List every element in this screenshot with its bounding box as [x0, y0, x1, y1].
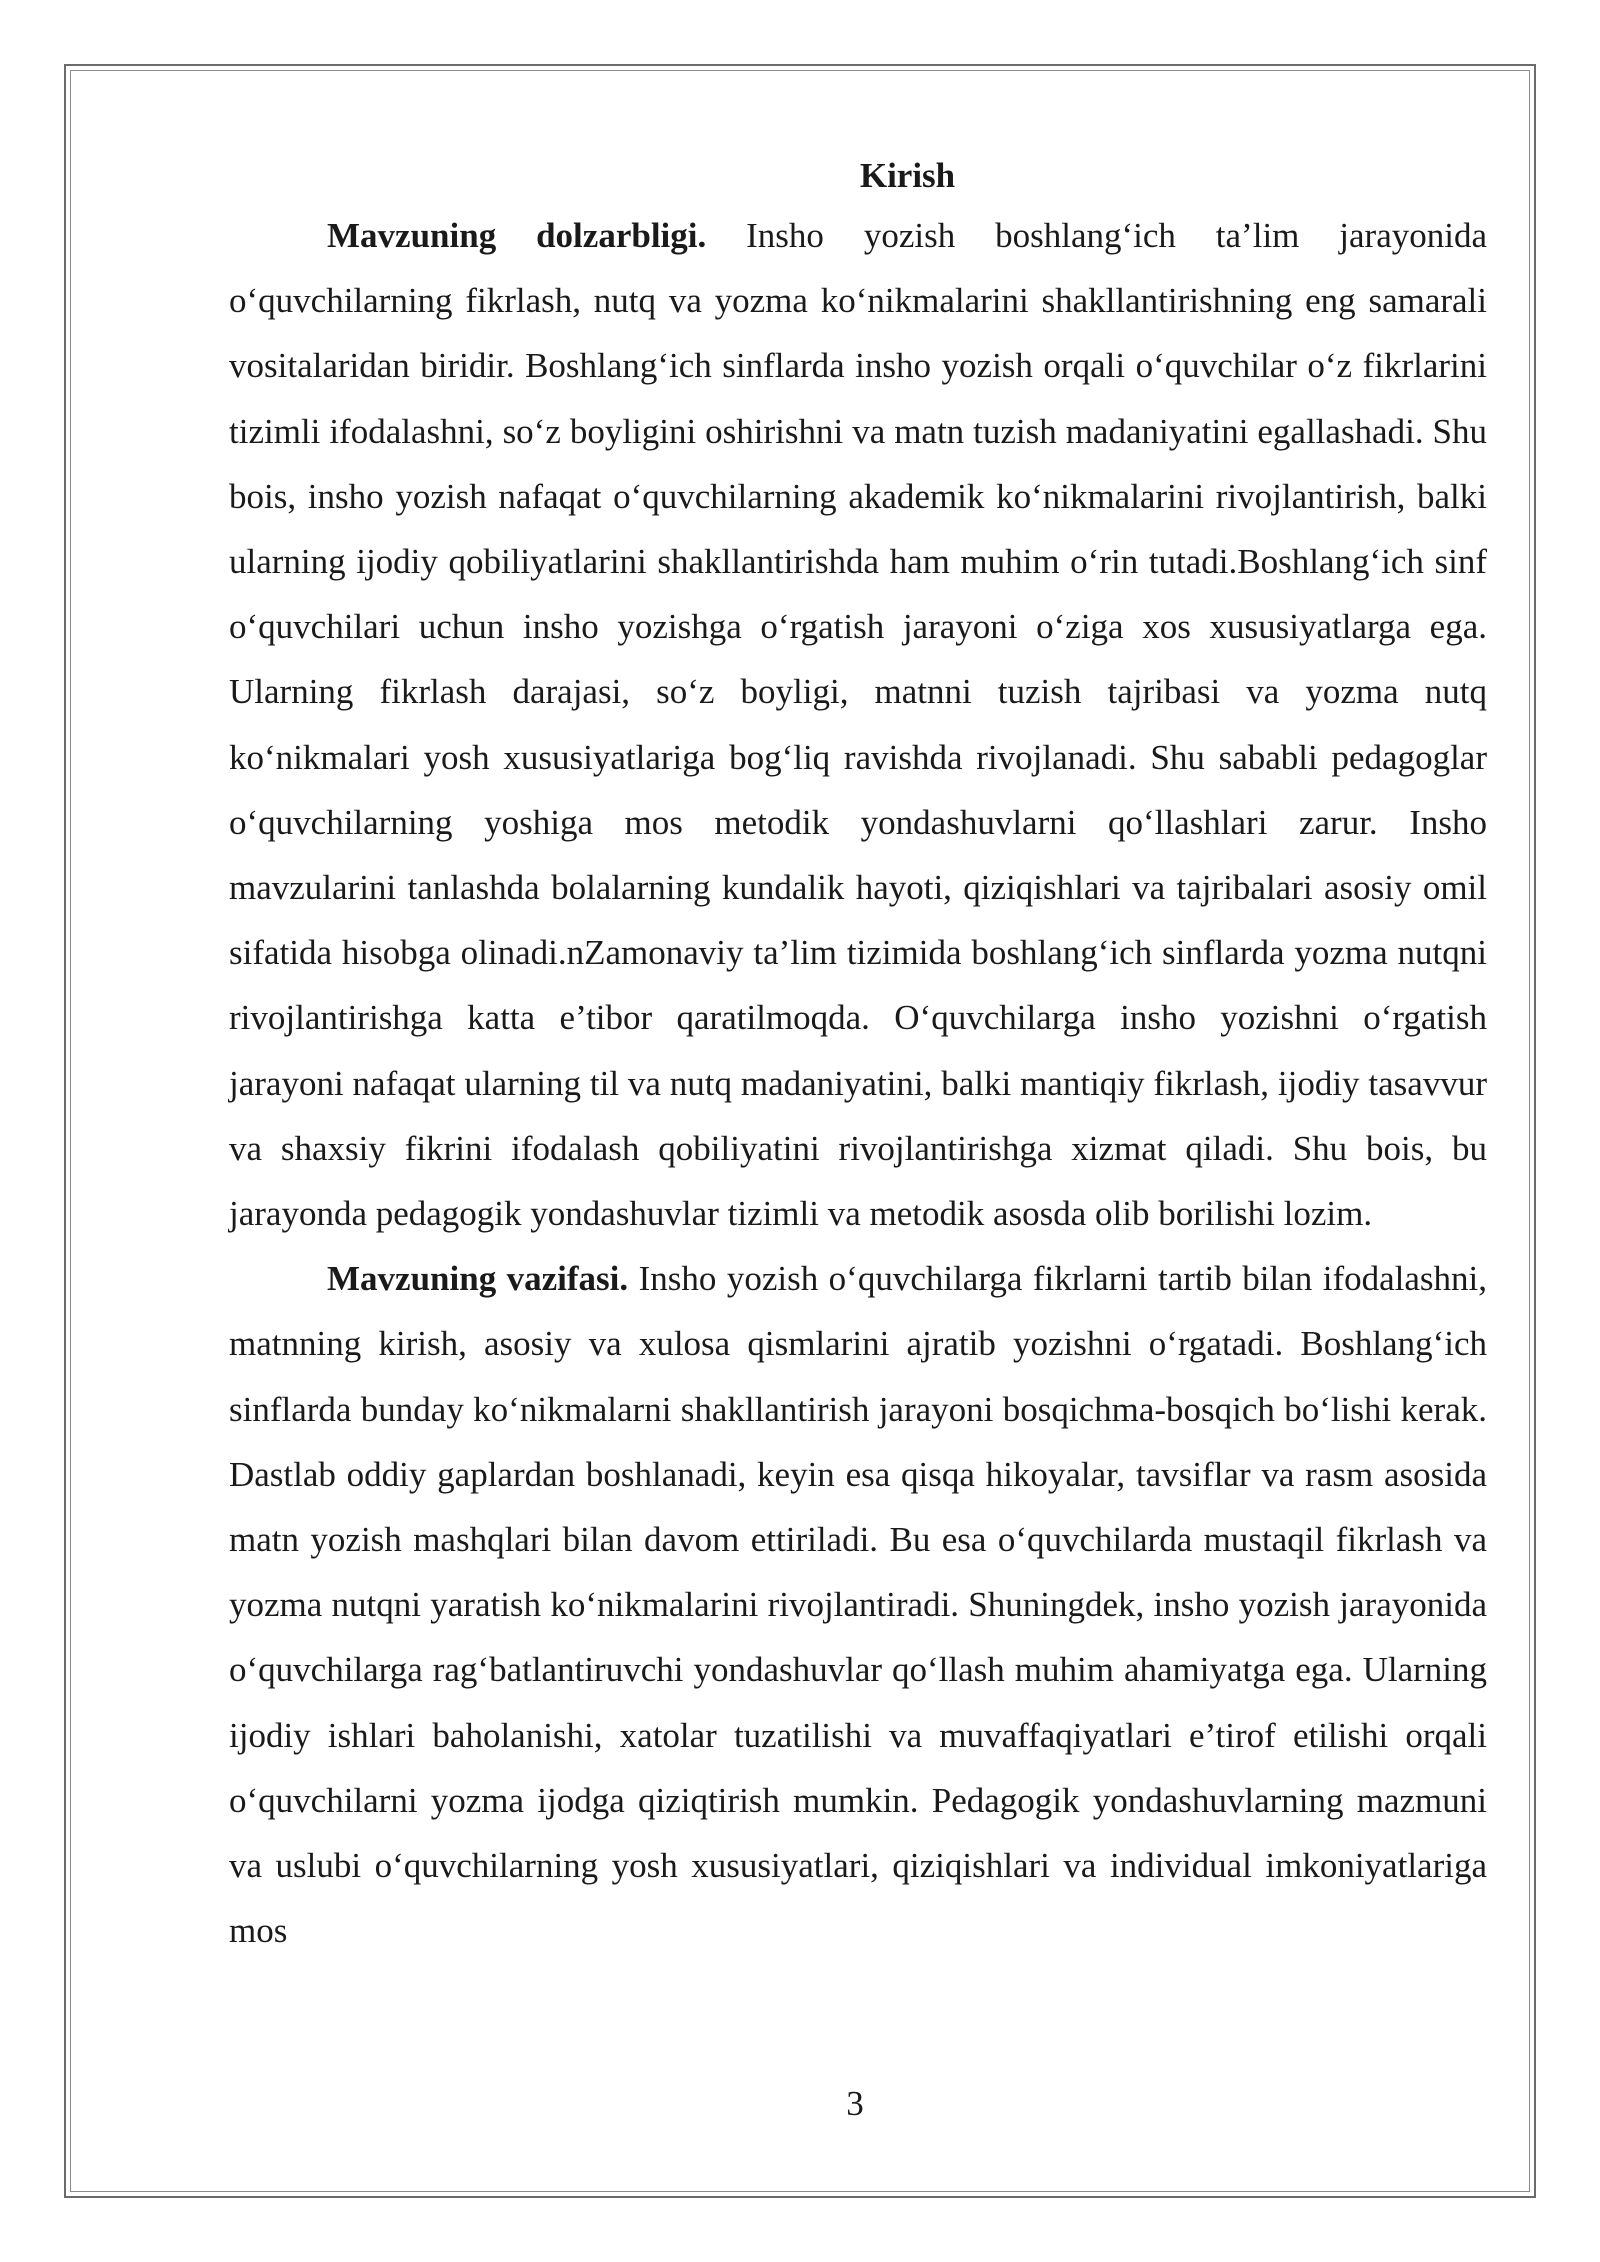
paragraph-lead: Mavzuning dolzarbligi. — [327, 216, 707, 255]
page-number: 3 — [846, 2084, 864, 2123]
paragraph-vazifasi — [229, 1246, 1487, 1963]
page-title: Kirish — [859, 156, 956, 195]
paragraph-text: Insho yozish o‘quvchilarga fikrlarni tartib bilan ifodalashni, matnning kirish, asosiy va xulosa qismlarini ajratib yozishni o‘rgatadi. Boshlang‘ich sinflarda bunday ko‘nikmalarni shakllantirish jarayoni bosqichma-bosqich bo‘lishi kerak. Dastlab oddiy gaplardan boshlanadi, keyin esa qisqa hikoyalar, tavsiflar va rasm asosida matn yozish mashqlari bilan davom ettiriladi. Bu esa o‘quvchilarda mustaqil fikrlash va yozma nutqni yaratish ko‘nikmalarini rivojlantiradi. Shuningdek, insho yozish jarayonida o‘quvchilarga rag‘batlantiruvchi yondashuvlar qo‘llash muhim ahamiyatga ega. Ularning ijodiy ishlari baholanishi, xatolar tuzatilishi va muvaffaqiyatlari e’tirof etilishi orqali o‘quvchilarni yozma ijodga qiziqtirish mumkin. Pedagogik yondashuvlarning mazmuni va uslubi o‘quvchilarning yosh xususiyatlari, qiziqishlari va individual imkoniyatlariga mos — [229, 1259, 1487, 1951]
paragraph-dolzarbligi — [229, 203, 1487, 1246]
paragraph-text: Insho yozish boshlang‘ich ta’lim jarayonida o‘quvchilarning fikrlash, nutq va yozma ko‘nikmalarini shakllantirishning eng samarali vositalaridan biridir. Boshlang‘ich sinflarda insho yozish orqali o‘quvchilar o‘z fikrlarini tizimli ifodalashni, so‘z boyligini oshirishni va matn tuzish madaniyatini egallashadi. Shu bois, insho yozish nafaqat o‘quvchilarning akademik ko‘nikmalarini rivojlantirish, balki ularning ijodiy qobiliyatlarini shakllantirishda ham muhim o‘rin tutadi.Boshlang‘ich sinf o‘quvchilari uchun insho yozishga o‘rgatish jarayoni o‘ziga xos xususiyatlarga ega. Ularning fikrlash darajasi, so‘z boyligi, matnni tuzish tajribasi va yozma nutq ko‘nikmalari yosh xususiyatlariga bog‘liq ravishda rivojlanadi. Shu sababli pedagoglar o‘quvchilarning yoshiga mos metodik yondashuvlarni qo‘llashlari zarur. Insho mavzularini tanlashda bolalarning kundalik hayoti, qiziqishlari va tajribalari asosiy omil sifatida hisobga olinadi.nZamonaviy ta’lim tizimida boshlang‘ich sinflarda yozma nutqni rivojlantirishga katta e’tibor qaratilmoqda. O‘quvchilarga insho yozishni o‘rgatish jarayoni nafaqat ularning til va nutq madaniyatini, balki mantiqiy fikrlash, ijodiy tasavvur va shaxsiy fikrini ifodalash qobiliyatini rivojlantirishga xizmat qiladi. Shu bois, bu jarayonda pedagogik yondashuvlar tizimli va metodik asosda olib borilishi lozim. — [229, 216, 1487, 1234]
page-content — [229, 148, 1487, 1963]
paragraph-lead: Mavzuning vazifasi. — [327, 1259, 629, 1299]
